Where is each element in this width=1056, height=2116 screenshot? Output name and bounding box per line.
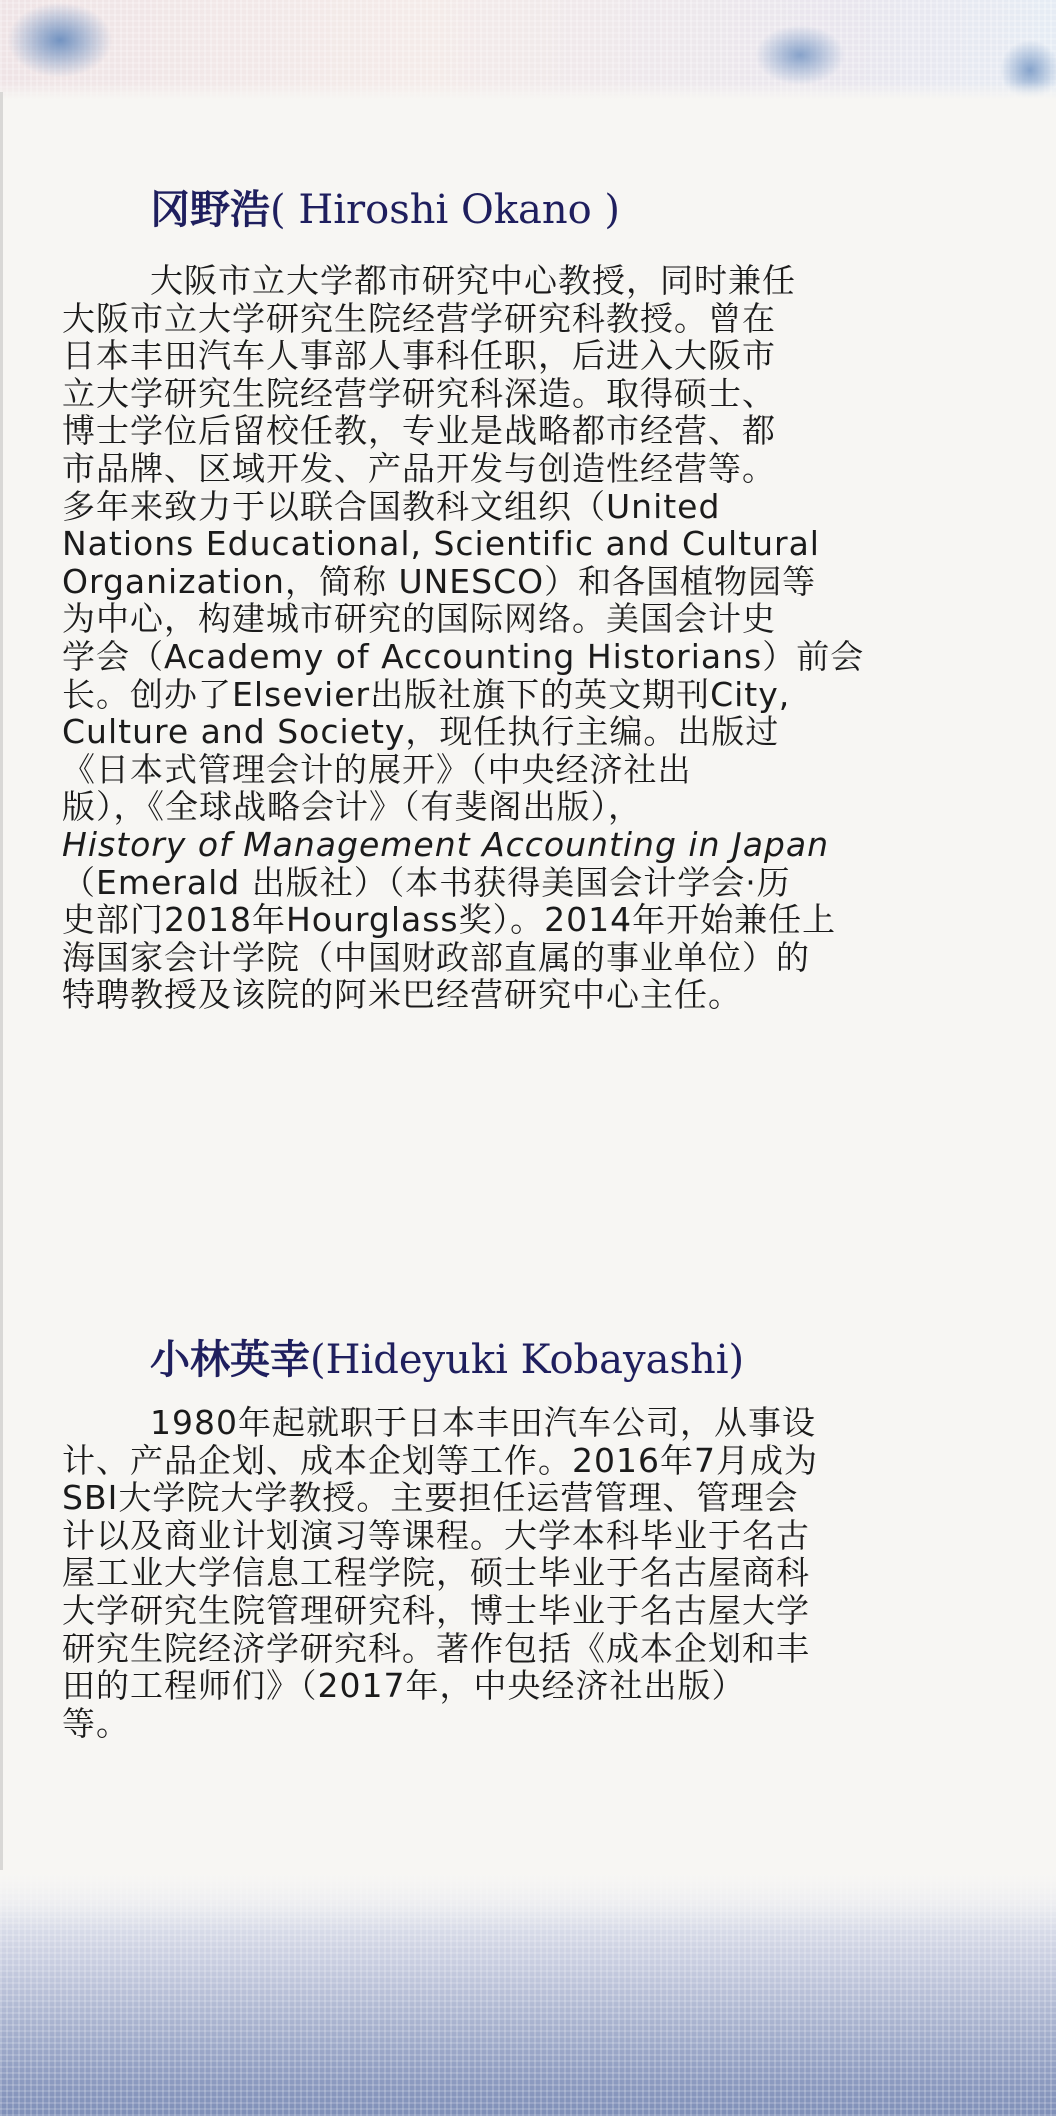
bio-line: 学会（Academy of Accounting Historians）前会 (62, 636, 865, 676)
bio-line: 计以及商业计划演习等课程。大学本科毕业于名古 (62, 1515, 810, 1555)
fabric-footer-decoration (0, 1870, 1056, 2116)
page-edge (0, 92, 3, 1892)
bio-line: History of Management Accounting in Japan (62, 824, 830, 864)
bio-line: 大阪市立大学研究生院经营学研究科教授。曾在 (62, 298, 776, 338)
author2-name-latin: (Hideyuki Kobayashi) (310, 1337, 745, 1383)
bio-line: Culture and Society，现任执行主编。出版过 (62, 712, 780, 752)
bio-line: 屋工业大学信息工程学院，硕士毕业于名古屋商科 (62, 1553, 810, 1593)
bio-line: 长。创办了Elsevier出版社旗下的英文期刊City, (62, 674, 791, 714)
bio-line: 版），《全球战略会计》（有斐阁出版）， (62, 787, 642, 827)
bio-line: 等。 (62, 1703, 130, 1743)
bio-line: 立大学研究生院经营学研究科深造。取得硕士、 (62, 373, 776, 413)
bio-line: 博士学位后留校任教，专业是战略都市经营、都 (62, 411, 776, 451)
bio-line: 《日本式管理会计的展开》（中央经济社出 (62, 749, 692, 789)
bio-line: 海国家会计学院（中国财政部直属的事业单位）的 (62, 937, 810, 977)
author1-name (150, 178, 620, 235)
fabric-header-decoration (0, 0, 1056, 100)
author2-bio (62, 1404, 988, 1742)
bio-line: 特聘教授及该院的阿米巴经营研究中心主任。 (62, 975, 742, 1015)
bio-line: Nations Educational, Scientific and Cultural (62, 524, 820, 564)
author1-name-latin: ( Hiroshi Okano ) (270, 187, 621, 233)
bio-line: 研究生院经济学研究科。著作包括《成本企划和丰 (62, 1628, 810, 1668)
bio-line: 为中心，构建城市研究的国际网络。美国会计史 (62, 599, 776, 639)
author2-name-cn: 小林英幸 (150, 1337, 310, 1383)
bio-line: 1980年起就职于日本丰田汽车公司，从事设 (150, 1403, 816, 1442)
bio-line: 田的工程师们》（2017年，中央经济社出版） (62, 1666, 746, 1706)
author1-name-cn: 冈野浩 (150, 187, 270, 233)
bio-line: 大阪市立大学都市研究中心教授，同时兼任 (150, 261, 796, 300)
bio-line: 多年来致力于以联合国教科文组织（United (62, 486, 721, 526)
author1-bio (62, 262, 988, 1014)
author2-name (150, 1328, 744, 1385)
bio-line: SBI大学院大学教授。主要担任运营管理、管理会 (62, 1478, 799, 1518)
bio-line: 史部门2018年Hourglass奖）。2014年开始兼任上 (62, 900, 837, 940)
bio-line: （Emerald 出版社）（本书获得美国会计学会·历 (62, 862, 791, 902)
bio-line: 日本丰田汽车人事部人事科任职，后进入大阪市 (62, 336, 776, 376)
bio-line: 大学研究生院管理研究科，博士毕业于名古屋大学 (62, 1590, 810, 1630)
bio-line: Organization，简称 UNESCO）和各国植物园等 (62, 561, 817, 601)
bio-line: 市品牌、区域开发、产品开发与创造性经营等。 (62, 448, 776, 488)
bio-line: 计、产品企划、成本企划等工作。2016年7月成为 (62, 1440, 818, 1480)
